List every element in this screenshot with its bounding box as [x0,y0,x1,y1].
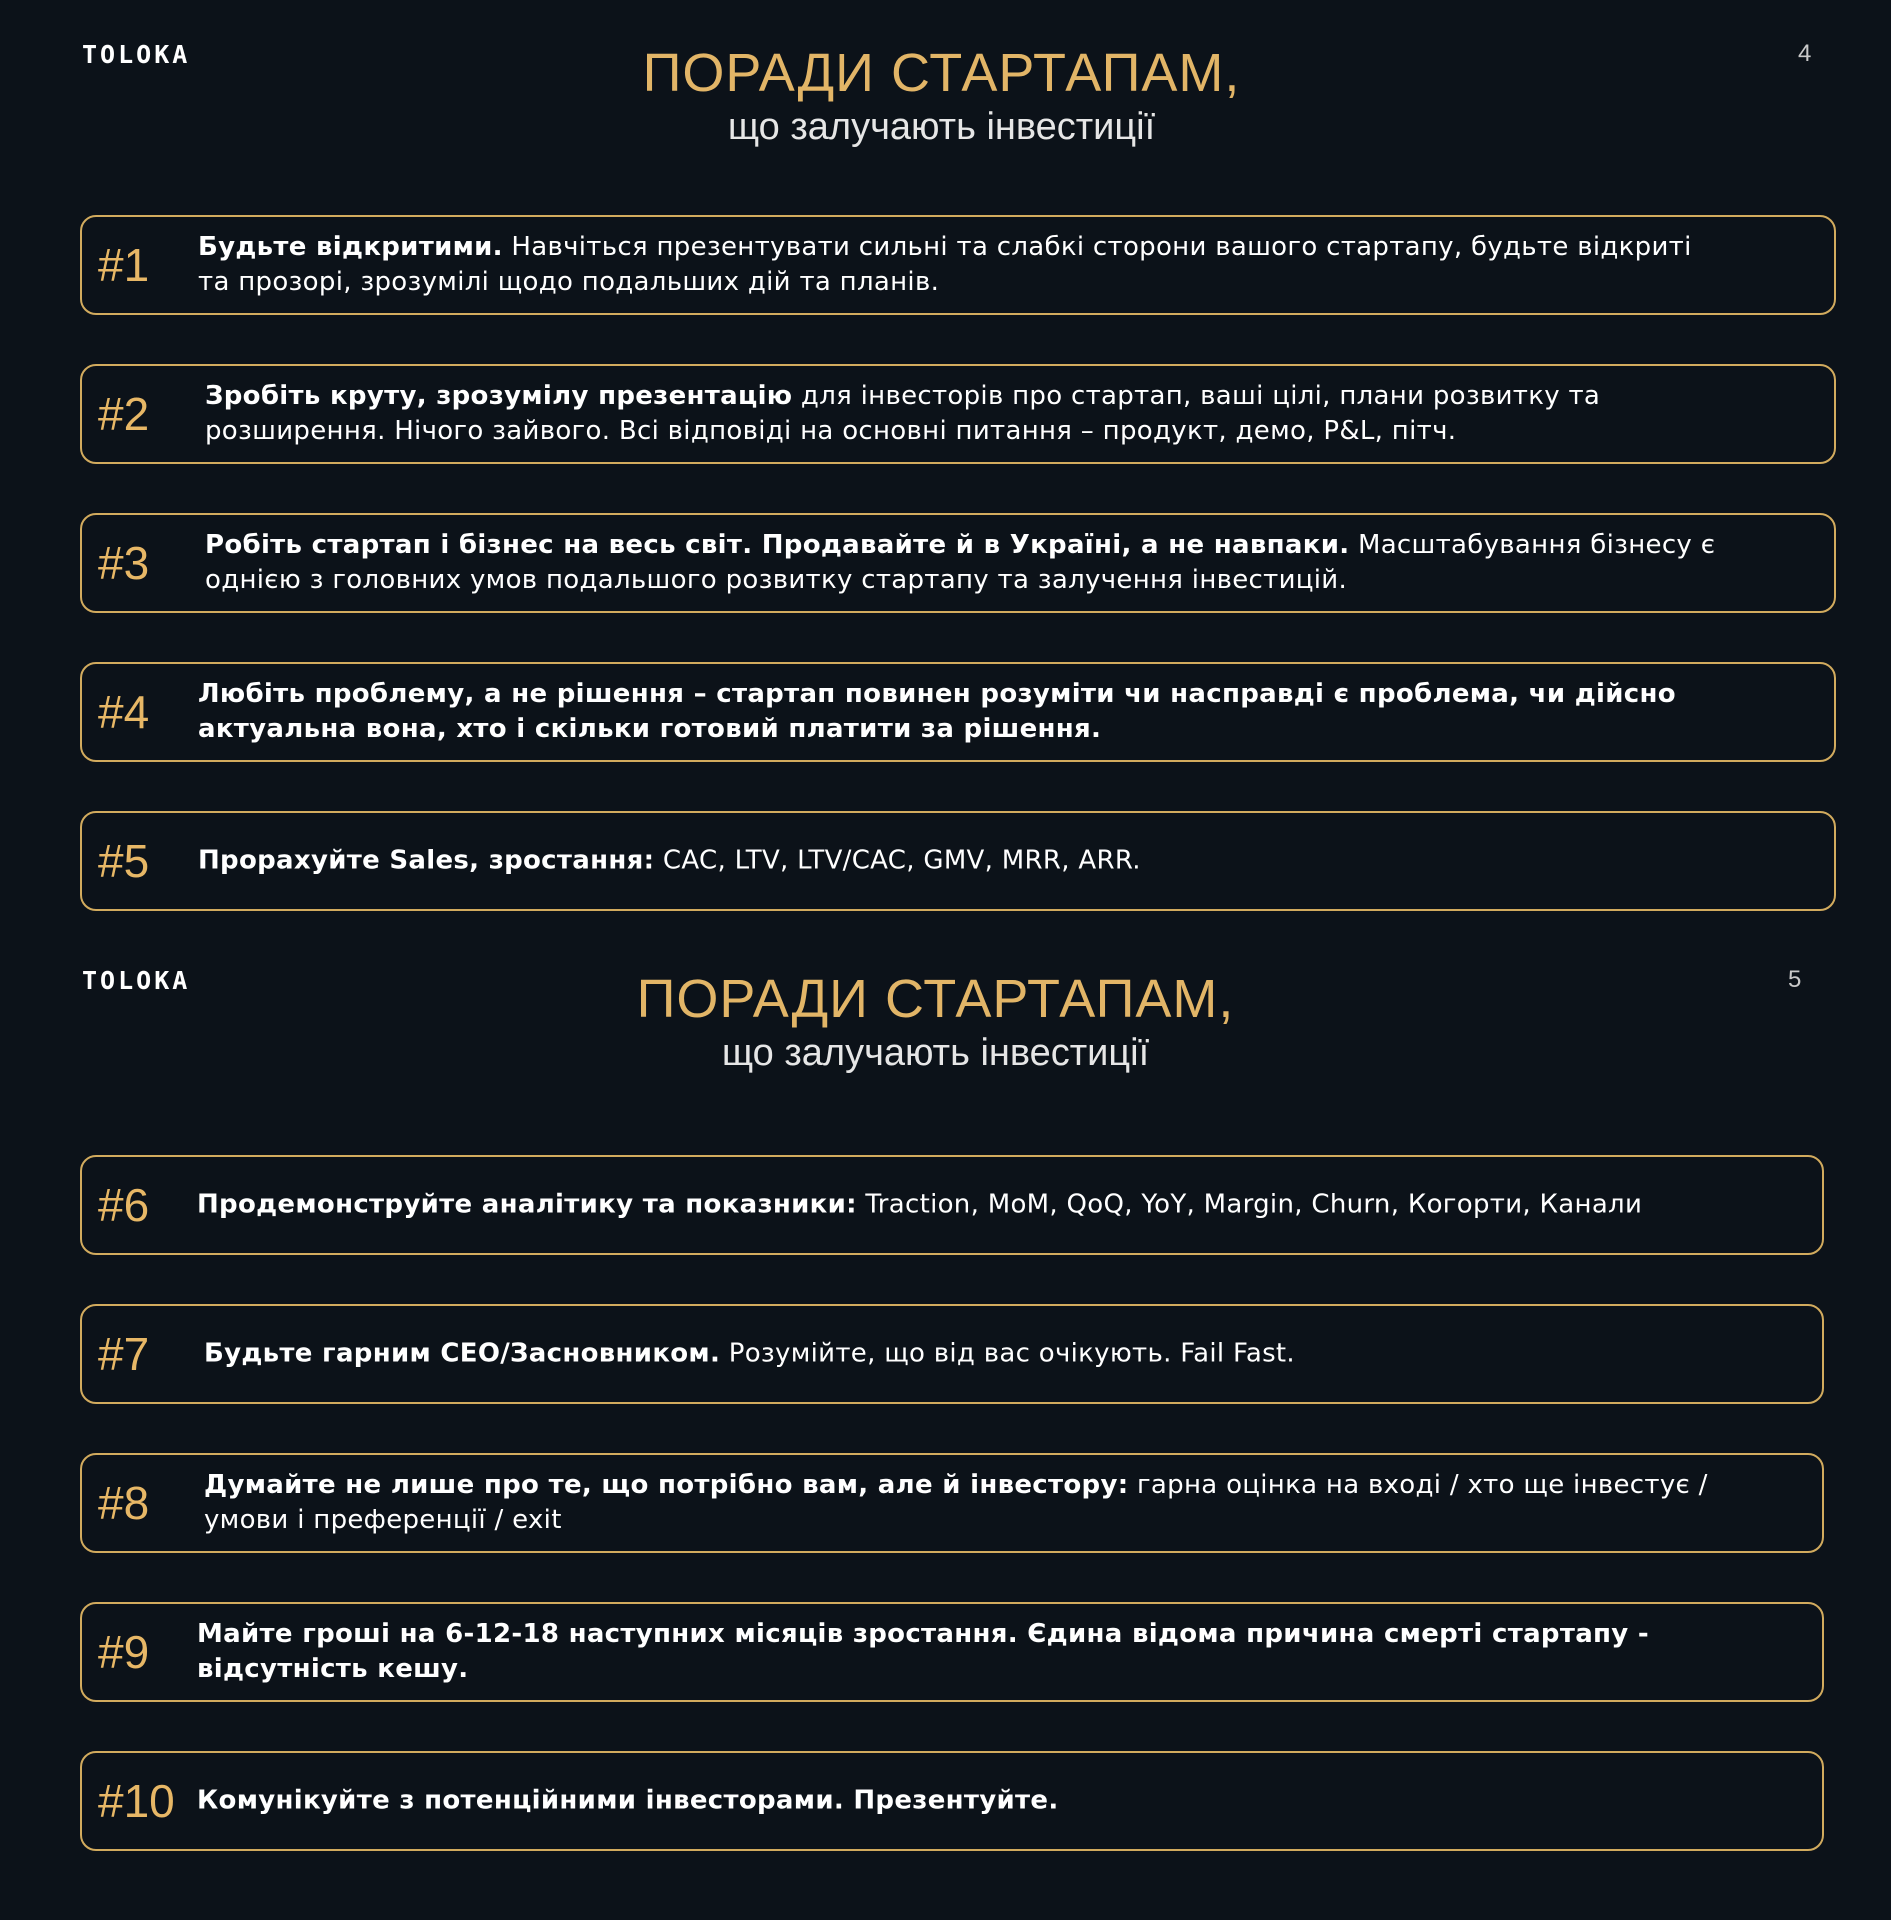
tip-bold-text: Будьте відкритими. [198,232,503,262]
slide-title: ПОРАДИ СТАРТАПАМ, [636,969,1235,1029]
slide-5 [0,926,1891,1920]
tip-body-text: Traction, MoM, QoQ, YoY, Margin, Churn, Когорти, Канали [856,1189,1643,1220]
tip-text [197,1617,1702,1687]
tip-number: #9 [98,1626,150,1678]
tip-body-text: Розумійте, що від вас очікують. Fail Fast. [720,1338,1295,1369]
tip-bold-text: Комунікуйте з потенційними інвесторами. Презентуйте. [197,1785,1059,1816]
tip-number: #3 [98,537,150,589]
slide-4 [0,0,1891,926]
tip-bold-text: Продемонструйте аналітику та показники: [197,1189,857,1220]
tip-text [198,230,1724,300]
tip-card-10 [80,1751,1824,1851]
tip-card-2 [80,364,1836,464]
toloka-logo: TOLOKA [82,966,191,995]
slide-subtitle: що залучають інвестиції [727,106,1156,148]
tip-bold-text: Робіть стартап і бізнес на весь світ. Продавайте й в Україні, а не навпаки. [205,530,1350,560]
tip-number: #1 [98,239,150,291]
page-number: 5 [1788,966,1802,993]
tip-card-9 [80,1602,1824,1702]
tip-text [197,1188,1782,1223]
tip-bold-text: Будьте гарним CEO/Засновником. [204,1338,721,1369]
tip-card-7 [80,1304,1824,1404]
tip-body-text: Навчіться презентувати сильні та слабкі сторони вашого стартапу, будьте відкриті та прозорі, зрозумілі щодо подальших дій та планів. [198,232,1692,297]
tip-number: #6 [98,1179,150,1231]
toloka-logo: TOLOKA [82,40,191,69]
tip-number: #5 [98,835,150,887]
tip-text [205,379,1734,449]
tip-text [204,1337,1782,1372]
tip-text [198,677,1724,747]
tip-card-8 [80,1453,1824,1553]
page-number: 4 [1798,40,1812,67]
tip-card-1 [80,215,1836,315]
tip-number: #10 [98,1775,175,1827]
tip-body-text: для інвесторів про стартап, ваші цілі, плани розвитку та розширення. Нічого зайвого. Всі відповіді на основні питання – продукт, демо, P&L, пітч. [205,381,1601,446]
tip-card-5 [80,811,1836,911]
slide-subtitle: що залучають інвестиції [721,1032,1150,1074]
tip-number: #2 [98,388,150,440]
tip-card-3 [80,513,1836,613]
tip-text [198,844,1724,879]
tip-card-6 [80,1155,1824,1255]
tip-text [204,1468,1782,1538]
tip-bold-text: Думайте не лише про те, що потрібно вам, але й інвестору: [204,1470,1129,1500]
slide-title: ПОРАДИ СТАРТАПАМ, [642,43,1241,103]
tip-bold-text: Прорахуйте Sales, зростання: [198,845,655,876]
tip-body-text: CAC, LTV, LTV/CAC, GMV, MRR, ARR. [654,845,1141,876]
tip-bold-text: Любіть проблему, а не рішення – стартап повинен розуміти чи насправді є проблема, чи дійсно актуальна вона, хто і скільки готовий платити за рішення. [198,679,1676,744]
tip-text [205,528,1794,598]
tip-body-text: гарна оцінка на вході / хто ще інвестує / умови і преференції / exit [204,1470,1708,1535]
tip-text [197,1784,1712,1819]
tip-bold-text: Зробіть круту, зрозумілу презентацію [205,381,793,411]
tip-number: #4 [98,686,150,738]
tip-number: #7 [98,1328,150,1380]
tip-number: #8 [98,1477,150,1529]
tip-bold-text: Майте гроші на 6-12-18 наступних місяців зростання. Єдина відома причина смерті стартапу - відсутність кешу. [197,1619,1649,1684]
tip-card-4 [80,662,1836,762]
tip-body-text: Масштабування бізнесу є однією з головних умов подальшого розвитку стартапу та залучення інвестицій. [205,530,1716,595]
